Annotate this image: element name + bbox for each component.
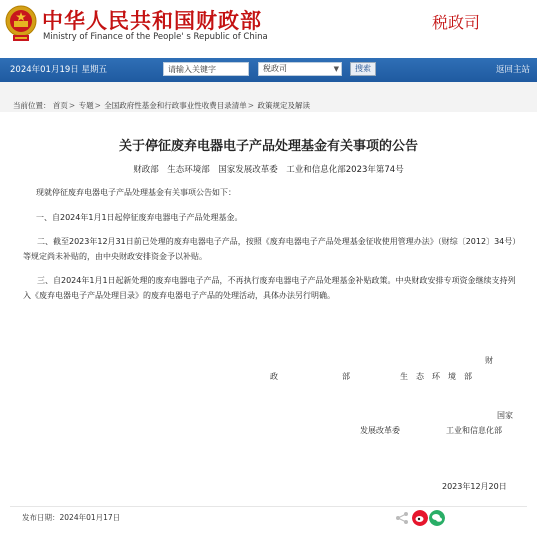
wechat-icon[interactable] xyxy=(429,510,445,526)
share-icon[interactable] xyxy=(394,510,410,526)
national-emblem-icon xyxy=(4,3,38,45)
article-title: 关于停征废弃电器电子产品处理基金有关事项的公告 xyxy=(118,139,418,154)
article-paragraph-text: 三、自2024年1月1日起新处理的废弃电器电子产品，不再执行废弃电器电子产品处理基金补贴政策。中央财政安排专项资金继续支持列入《废弃电器电子产品处理目录》的废弃电器电子产品的处理活动，具体办法另行明确。 xyxy=(23,276,516,300)
article-paragraph xyxy=(23,234,523,264)
breadcrumb-item[interactable]: 首页 xyxy=(52,101,68,110)
article-paragraph: 现就停征废弃电器电子产品处理基金有关事项公告如下： xyxy=(36,188,236,197)
article-subtitle: 财政部 生态环境部 国家发展改革委 工业和信息化部2023年第74号 xyxy=(133,165,404,175)
article-paragraph xyxy=(23,273,523,303)
search-button[interactable]: 搜索 xyxy=(350,62,376,76)
signatory-mee: 生 态 环 境 部 xyxy=(400,372,472,381)
chevron-down-icon: ▼ xyxy=(333,65,339,73)
article-paragraph-text: 二、截至2023年12月31日前已处理的废弃电器电子产品，按照《废弃电器电子产品处理基金征收使用管理办法》（财综〔2012〕34号）等规定尚未补贴的，由中央财政安排资金予以补贴。 xyxy=(23,237,521,261)
publish-date: 发布日期：2024年01月17日 xyxy=(22,513,121,522)
issue-date: 2023年12月20日 xyxy=(442,482,507,491)
signatory-ndrc-a: 国家 xyxy=(497,411,513,420)
breadcrumb-label: 当前位置： xyxy=(13,101,51,110)
search-input[interactable]: 请输入关键字 xyxy=(163,62,249,76)
breadcrumb-item[interactable]: 全国政府性基金和行政事业性收费目录清单 xyxy=(104,101,247,110)
current-date: 2024年01月19日 星期五 xyxy=(10,65,107,75)
department-name: 税政司 xyxy=(432,13,481,32)
footer-divider xyxy=(10,506,527,507)
search-scope-value: 税政司 xyxy=(263,64,287,73)
site-title-en: Ministry of Finance of the People' s Republic of China xyxy=(43,32,268,42)
weibo-icon[interactable] xyxy=(412,510,428,526)
nav-bar xyxy=(0,58,537,82)
signatory-mof-a: 财 xyxy=(485,356,493,365)
breadcrumb-item[interactable]: 专题 xyxy=(78,101,94,110)
signatory-miit: 工业和信息化部 xyxy=(446,426,502,435)
breadcrumb: 当前位置： 首页> 专题> 全国政府性基金和行政事业性收费目录清单> 政策规定及解读 xyxy=(13,101,310,110)
search-scope-select[interactable] xyxy=(258,62,342,76)
signatory-ndrc-b: 发展改革委 xyxy=(360,426,400,435)
return-home-link[interactable]: 返回主站 xyxy=(496,65,531,75)
signatory-mof-c: 部 xyxy=(342,372,350,381)
site-header xyxy=(0,0,537,58)
article-paragraph: 一、自2024年1月1日起停征废弃电器电子产品处理基金。 xyxy=(36,213,243,222)
breadcrumb-item[interactable]: 政策规定及解读 xyxy=(257,101,310,110)
signatory-mof-b: 政 xyxy=(270,372,278,381)
site-title-cn[interactable]: 中华人民共和国财政部 xyxy=(42,9,262,33)
